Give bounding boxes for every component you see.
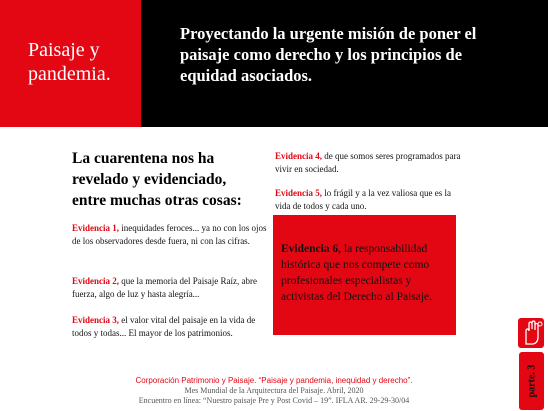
footer-line-2: Mes Mundial de la Arquitectura del Paisaje. Abril, 2020 <box>184 386 364 395</box>
evidence-4-label: Evidencia 4, <box>275 151 323 161</box>
evidence-3-label: Evidencia 3, <box>72 315 120 325</box>
header-tagline: Proyectando la urgente misión de poner el paisaje como derecho y los principios de equidad asociados. <box>180 24 477 85</box>
evidence-6-label: Evidencia 6, <box>281 243 342 255</box>
evidence-4-text: de que somos seres programados para vivir en sociedad. <box>275 151 461 174</box>
evidence-5 <box>275 187 465 213</box>
evidence-6-text: la responsabilidad histórica que nos compete como profesionales especialistas y activistas del Derecho al Paisaje. <box>281 243 433 303</box>
evidence-1-text: inequidades feroces... ya no con los ojos de los observadores desde fuera, ni con las cifras. <box>72 223 267 246</box>
evidence-3-text: el valor vital del paisaje en la vida de todos y todas... El mayor de los patrimonios. <box>72 315 256 338</box>
evidence-3 <box>72 314 268 340</box>
footer-line-1: Corporación Patrimonio y Paisaje. “Paisaje y pandemia, inequidad y derecho”. <box>135 376 413 385</box>
evidence-6-box <box>273 215 456 335</box>
evidence-1 <box>72 222 268 248</box>
evidence-1-label: Evidencia 1, <box>72 223 120 233</box>
title-line-1: Paisaje y <box>28 39 100 61</box>
evidence-2-text: que la memoria del Paisaje Raíz, abre fuerza, algo de luz y hasta alegría... <box>72 276 257 299</box>
evidence-2 <box>72 275 268 301</box>
footer <box>0 375 548 406</box>
footer-line-3: Encuentro en línea: “Nuestro paisaje Pre y Post Covid – 19”. IFLA AR. 29-29-30/04 <box>138 396 410 405</box>
evidence-4 <box>275 150 465 176</box>
evidence-5-label: Evidencia 5, <box>275 188 323 198</box>
hand-icon <box>518 318 544 348</box>
title-line-2: pandemia. <box>28 63 111 85</box>
evidence-5-text: lo frágil y a la vez valiosa que es la vida de todos y cada uno. <box>275 188 451 211</box>
title-box <box>0 0 141 127</box>
lead-statement: La cuarentena nos ha revelado y evidenciado, entre muchas otras cosas: <box>72 150 242 209</box>
header-band <box>0 0 548 127</box>
section-tab-label: parte. 3 <box>526 364 537 398</box>
evidence-2-label: Evidencia 2, <box>72 276 120 286</box>
